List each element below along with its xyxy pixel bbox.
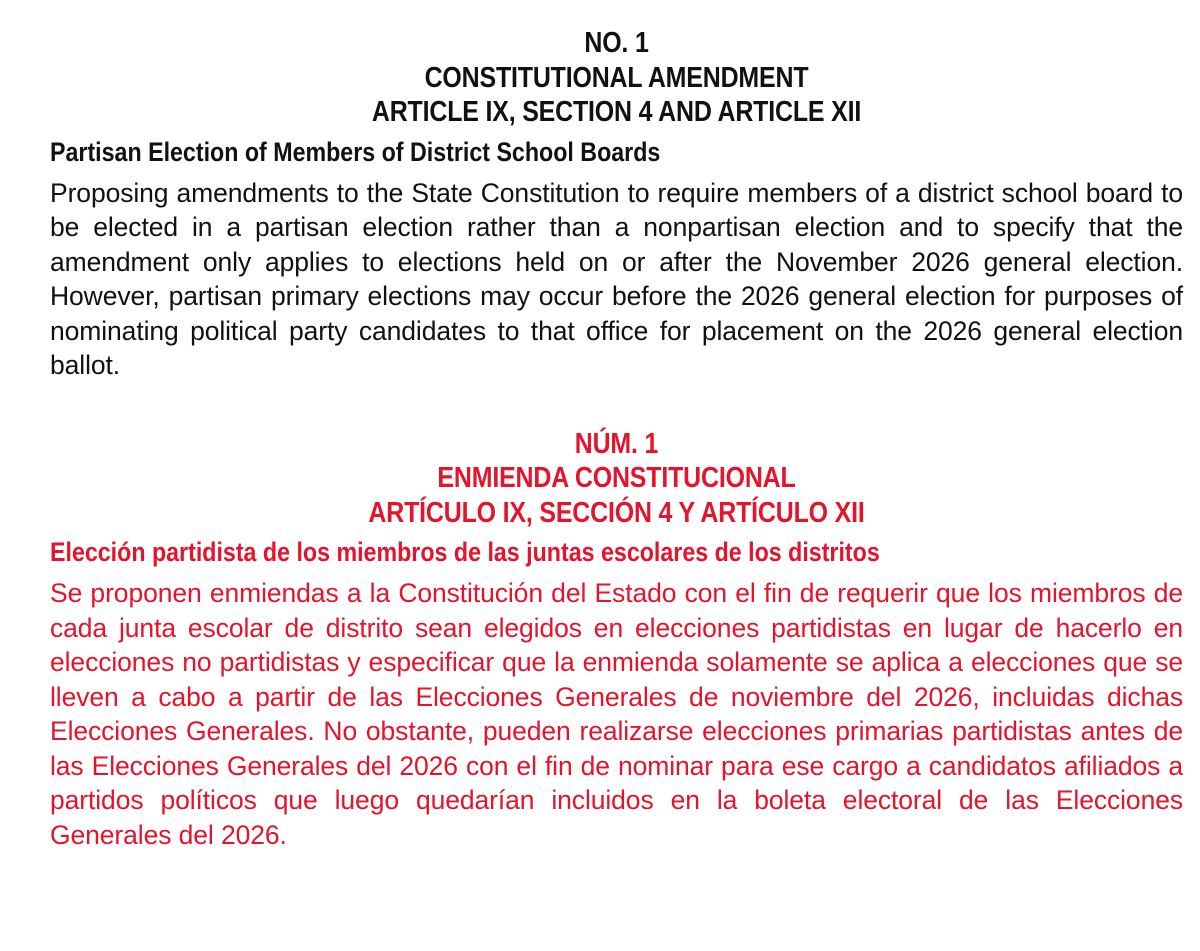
english-subtitle: Partisan Election of Members of District School Boards [50, 136, 661, 167]
spanish-section [50, 427, 1183, 853]
spanish-heading-number: NÚM. 1 [574, 427, 659, 460]
spanish-body: Se proponen enmiendas a la Constitución del Estado con el fin de requerir que los miembros de cada junta escolar de distrito sean elegidos en elecciones partidistas en lugar de hacerlo en elecciones no partidistas y especificar que la enmienda solamente se aplica a elecciones que se lleven a cabo a partir de las Elecciones Generales de noviembre del 2026, incluidas dichas Elecciones Generales. No obstante, pueden realizarse elecciones primarias partidistas antes de las Elecciones Generales del 2026 con el fin de nominar para ese cargo a candidatos afiliados a partidos políticos que luego quedarían incluidos en la boleta electoral de las Elecciones Generales del 2026. [50, 578, 1183, 850]
ballot-amendment-page [50, 26, 1183, 852]
english-heading-article: ARTICLE IX, SECTION 4 AND ARTICLE XII [371, 96, 862, 128]
spanish-heading-article: ARTÍCULO IX, SECCIÓN 4 Y ARTÍCULO XII [368, 496, 865, 529]
english-body: Proposing amendments to the State Constitution to require members of a district school board to be elected in a partisan election rather than a nonpartisan election and to specify that the amendment only applies to elections held on or after the November 2026 general election. However, partisan primary elections may occur before the 2026 general election for purposes of nominating political party candidates to that office for placement on the 2026 general election ballot. [50, 177, 1183, 380]
english-heading-type: CONSTITUTIONAL AMENDMENT [424, 61, 809, 94]
spanish-heading [129, 427, 1103, 531]
english-heading [129, 26, 1103, 130]
english-section [50, 26, 1183, 383]
english-heading-number: NO. 1 [584, 27, 649, 59]
spanish-subtitle: Elección partidista de los miembros de las juntas escolares de los distritos [50, 537, 880, 567]
spanish-heading-type: ENMIENDA CONSTITUCIONAL [437, 462, 796, 494]
